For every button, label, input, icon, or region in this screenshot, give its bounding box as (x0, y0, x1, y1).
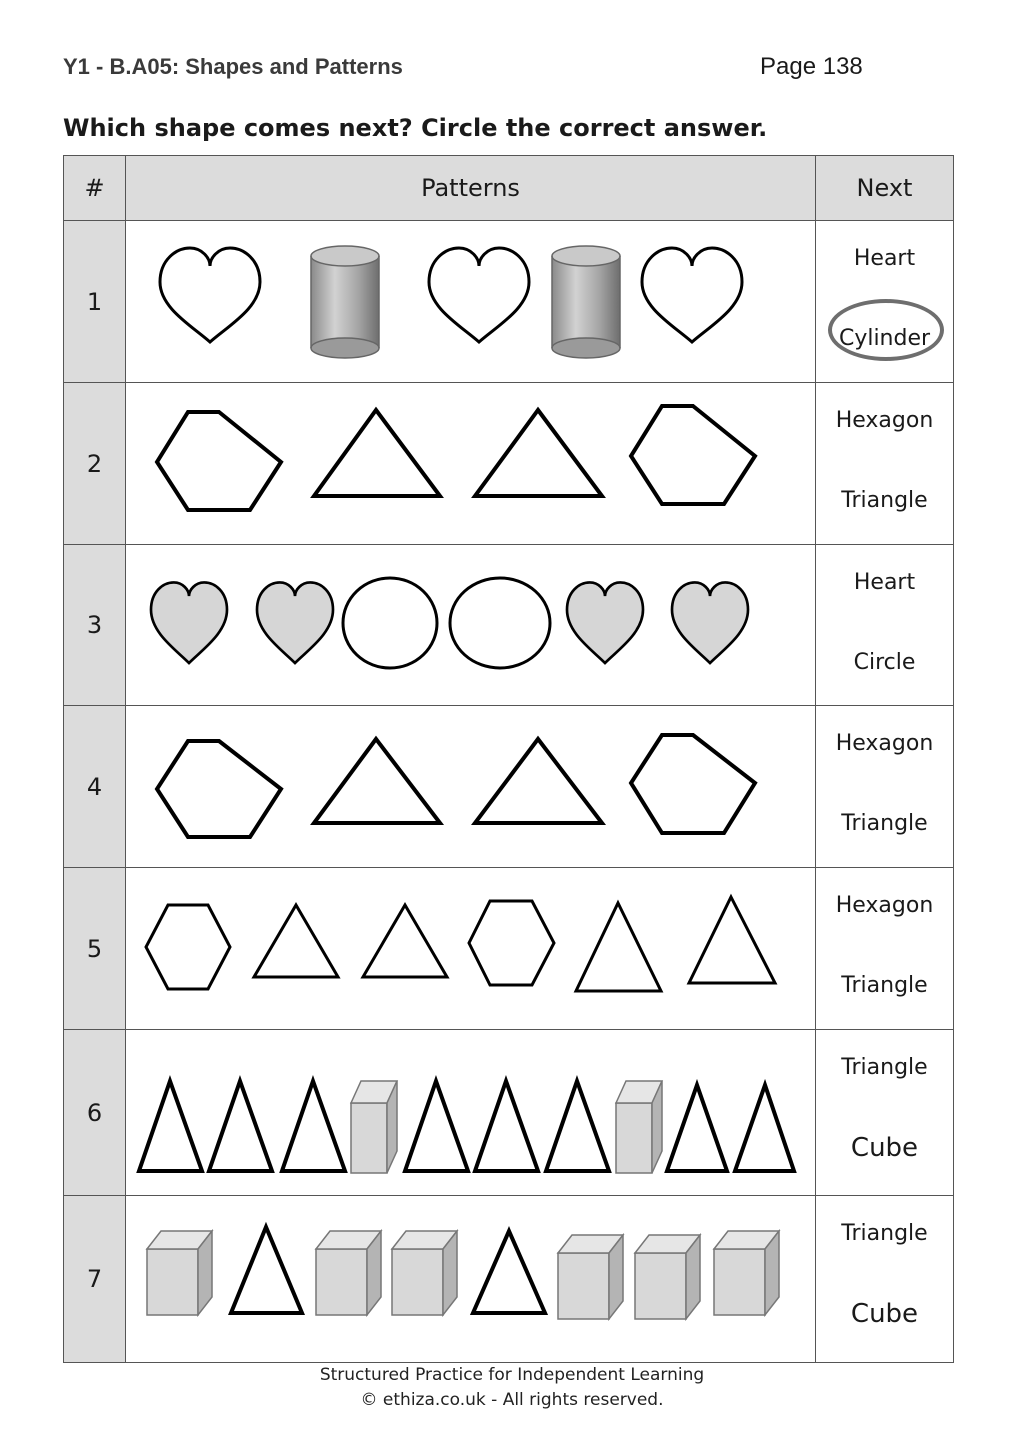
pattern-cell (126, 383, 816, 545)
answer-cell (816, 221, 954, 383)
pattern-cell (126, 221, 816, 383)
option-triangle[interactable]: Triangle (841, 488, 928, 513)
table-row (64, 868, 954, 1030)
option-triangle[interactable]: Triangle (841, 973, 928, 998)
heart-icon (257, 582, 333, 663)
circle-icon (343, 578, 437, 668)
answer-cell (816, 1030, 954, 1196)
cube-icon (558, 1235, 623, 1319)
page-number: Page 138 (760, 53, 863, 80)
column-header-patterns: Patterns (126, 156, 816, 221)
pattern-cell (126, 868, 816, 1030)
pattern-cell (126, 1030, 816, 1196)
cylinder-icon (311, 246, 379, 358)
heart-icon (672, 582, 748, 663)
option-hexagon[interactable]: Hexagon (835, 731, 934, 756)
hexagon-icon (146, 905, 230, 989)
table-row (64, 1030, 954, 1196)
row-number: 4 (64, 706, 126, 868)
triangle-icon (314, 410, 440, 496)
table-row (64, 706, 954, 868)
triangle-icon (209, 1081, 272, 1171)
option-triangle[interactable]: Triangle (841, 811, 928, 836)
answer-cell (816, 868, 954, 1030)
pattern-cell (126, 1196, 816, 1363)
triangle-icon (363, 905, 447, 977)
row-number: 7 (64, 1196, 126, 1363)
table-row (64, 545, 954, 706)
row-number: 5 (64, 868, 126, 1030)
column-header-next: Next (816, 156, 954, 221)
row-number: 3 (64, 545, 126, 706)
column-header-number: # (64, 156, 126, 221)
answer-cell (816, 706, 954, 868)
triangle-icon (735, 1085, 794, 1171)
heart-icon (642, 248, 742, 342)
table-row (64, 383, 954, 545)
option-heart[interactable]: Heart (853, 246, 916, 271)
footer-copyright: © ethiza.co.uk - All rights reserved. (360, 1390, 664, 1410)
heart-icon (151, 582, 227, 663)
cube-icon (714, 1231, 779, 1315)
triangle-icon (667, 1085, 727, 1171)
option-triangle[interactable]: Triangle (841, 1055, 928, 1080)
option-hexagon[interactable]: Hexagon (835, 893, 934, 918)
triangle-icon (314, 739, 440, 823)
triangle-icon (473, 1231, 545, 1313)
triangle-icon (546, 1081, 609, 1171)
cylinder-icon (552, 246, 620, 358)
footer-tagline: Structured Practice for Independent Learning (319, 1365, 705, 1385)
row-number: 1 (64, 221, 126, 383)
triangle-icon (576, 903, 661, 991)
triangle-icon (475, 410, 602, 496)
option-cube[interactable]: Cube (850, 1299, 919, 1329)
hexagon-icon (631, 735, 755, 833)
patterns-table (63, 155, 954, 1363)
cube-icon (392, 1231, 457, 1315)
pattern-cell (126, 545, 816, 706)
cube-icon (635, 1235, 700, 1319)
triangle-icon (254, 905, 338, 977)
circle-icon (450, 578, 550, 668)
option-hexagon[interactable]: Hexagon (835, 408, 934, 433)
row-number: 6 (64, 1030, 126, 1196)
heart-icon (567, 582, 643, 663)
instruction-text: Which shape comes next? Circle the correct answer. (63, 114, 768, 142)
heart-icon (160, 248, 260, 342)
table-row (64, 1196, 954, 1363)
cube-icon (147, 1231, 212, 1315)
pattern-cell (126, 706, 816, 868)
option-heart[interactable]: Heart (853, 570, 916, 595)
hexagon-icon (157, 741, 281, 837)
hexagon-icon (631, 406, 755, 504)
triangle-icon (231, 1227, 302, 1313)
cube-icon (351, 1081, 397, 1173)
triangle-icon (475, 739, 602, 823)
table-row (64, 221, 954, 383)
option-triangle[interactable]: Triangle (841, 1221, 928, 1246)
heart-icon (429, 248, 529, 342)
cube-icon (316, 1231, 381, 1315)
row-number: 2 (64, 383, 126, 545)
answer-cell (816, 545, 954, 706)
option-cylinder[interactable]: Cylinder (838, 326, 931, 351)
triangle-icon (139, 1081, 202, 1171)
answer-cell (816, 1196, 954, 1363)
option-circle[interactable]: Circle (853, 650, 916, 675)
table-header-row (64, 156, 954, 221)
triangle-icon (475, 1081, 538, 1171)
triangle-icon (405, 1081, 468, 1171)
hexagon-icon (469, 901, 554, 985)
option-cube[interactable]: Cube (850, 1133, 919, 1163)
triangle-icon (282, 1081, 345, 1171)
answer-cell (816, 383, 954, 545)
worksheet-code-title: Y1 - B.A05: Shapes and Patterns (63, 54, 403, 79)
triangle-icon (689, 897, 775, 983)
cube-icon (616, 1081, 662, 1173)
hexagon-icon (157, 412, 281, 510)
